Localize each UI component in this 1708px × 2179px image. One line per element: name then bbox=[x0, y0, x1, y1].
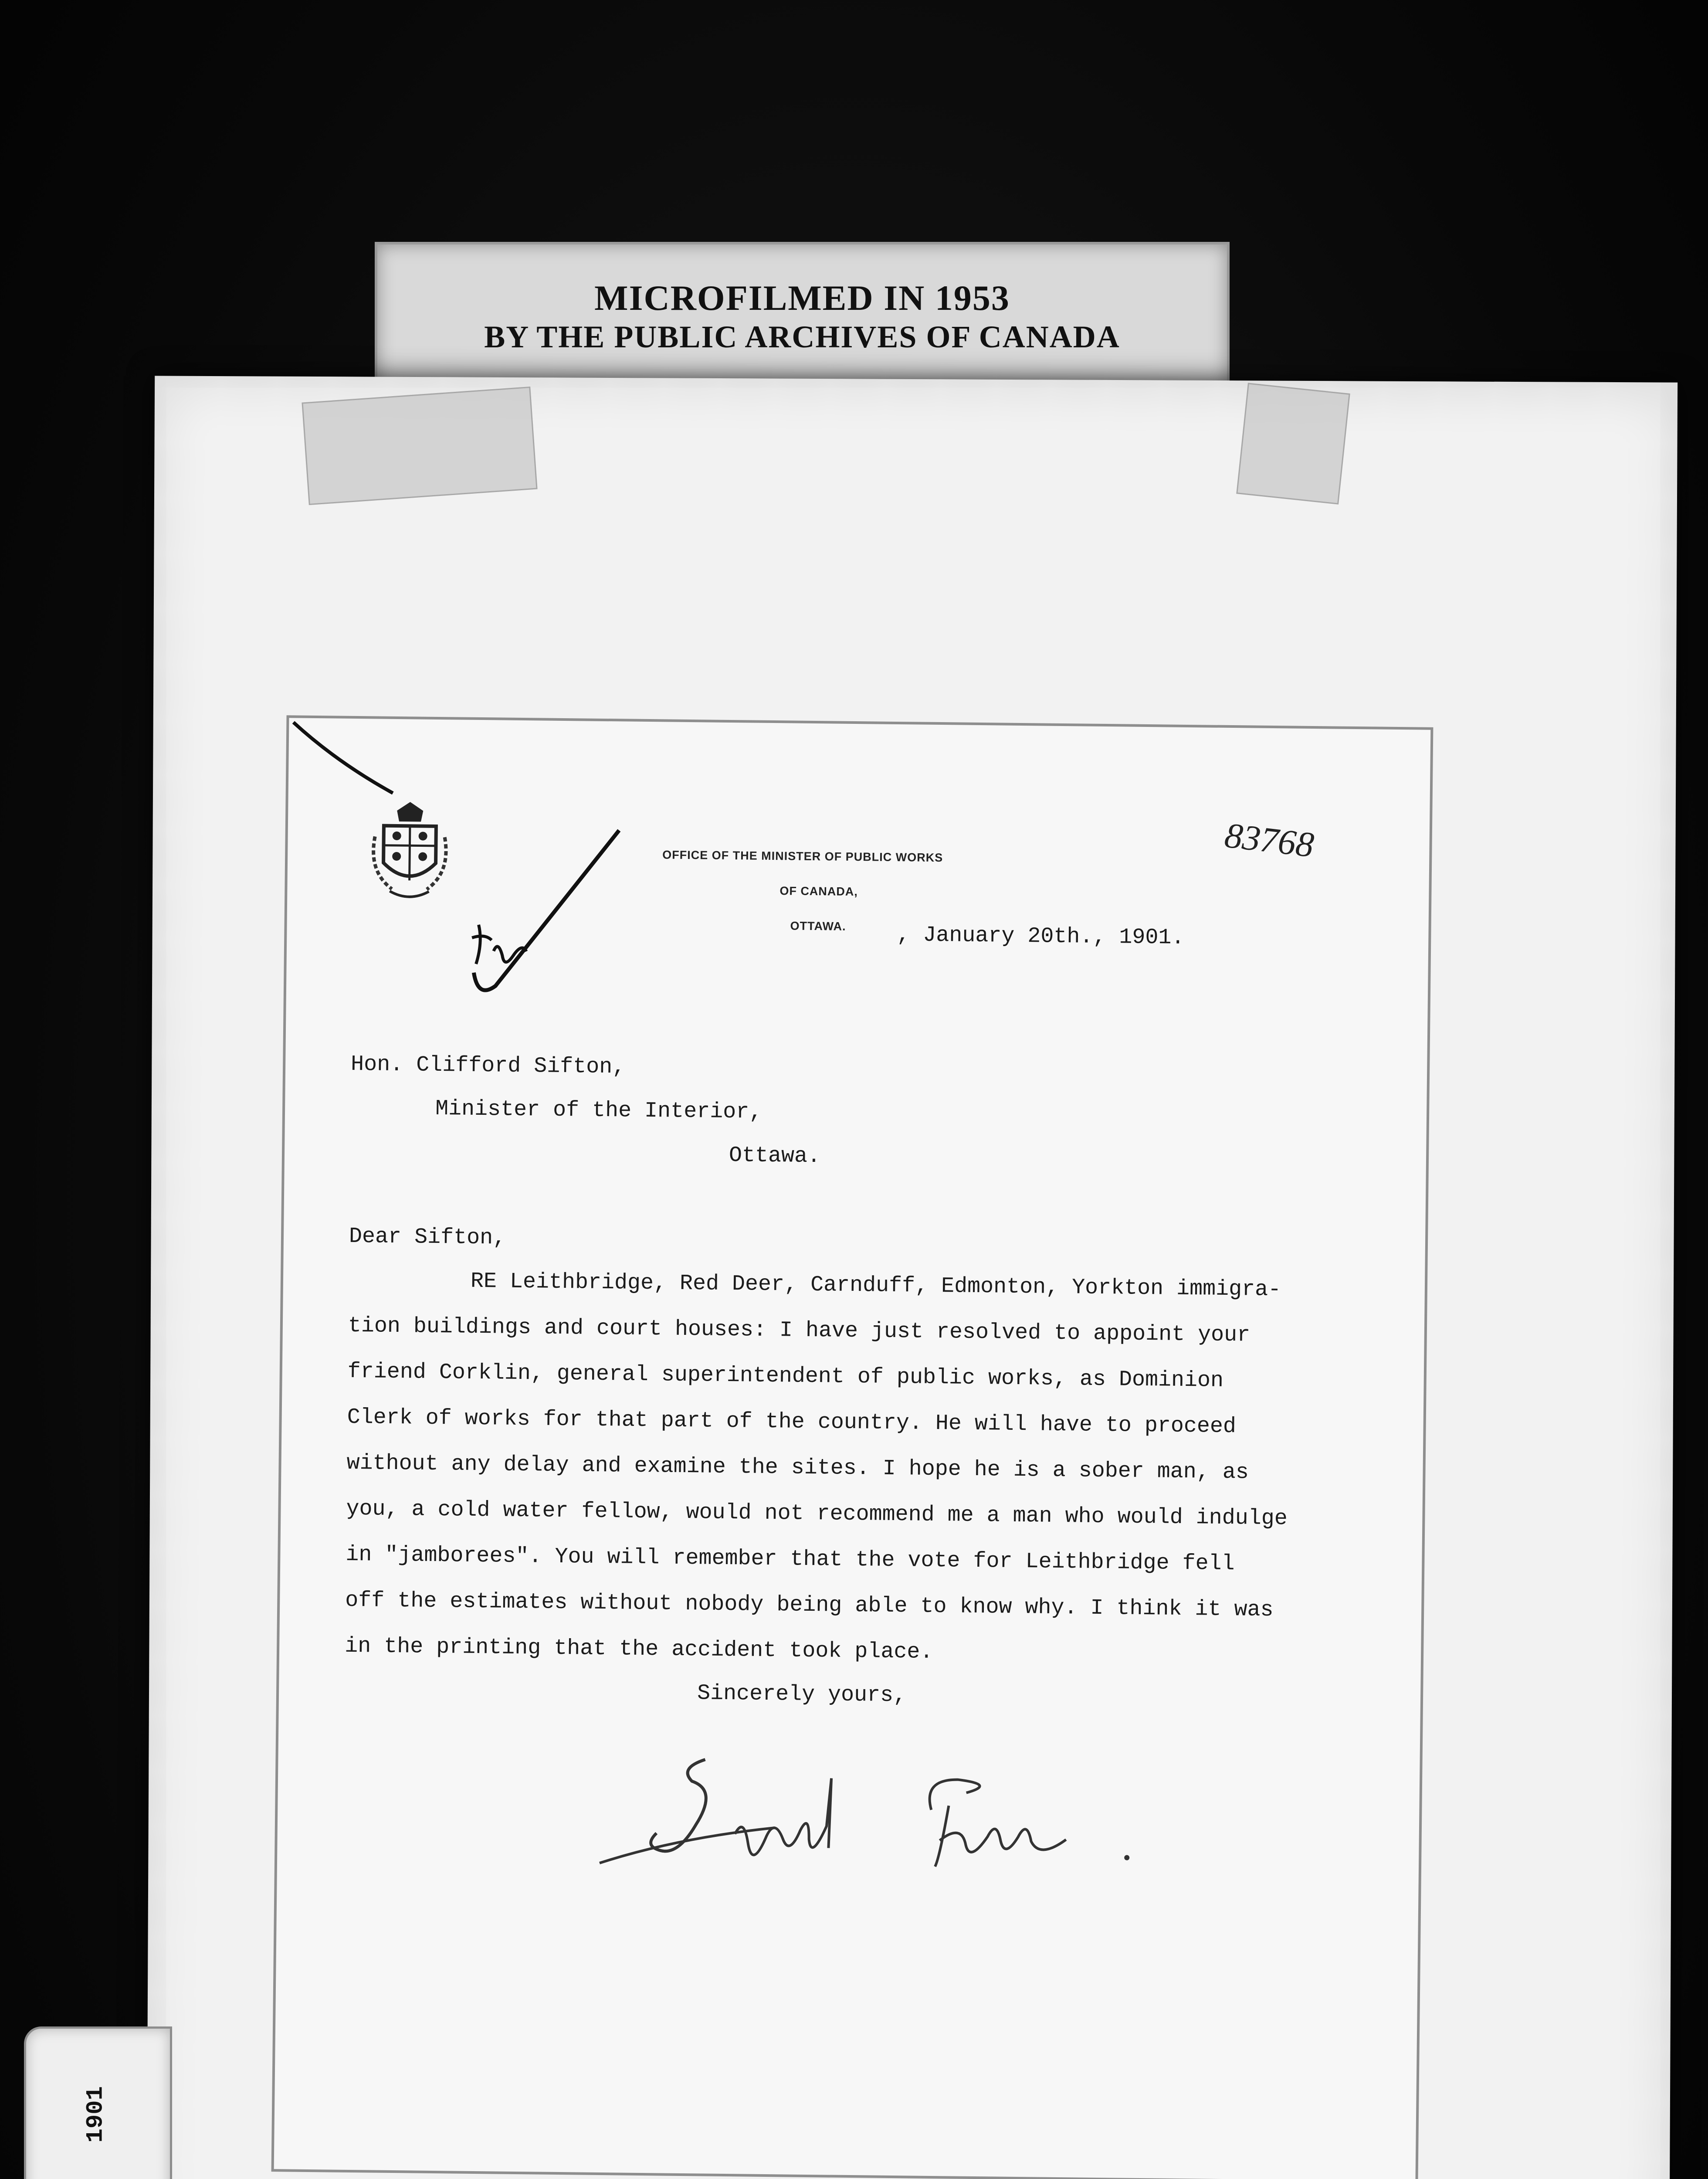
body-line: in the printing that the accident took place. bbox=[344, 1633, 933, 1665]
recipient-city: Ottawa. bbox=[729, 1143, 821, 1169]
body-line: in "jamborees". You will remember that the vote for Leithbridge fell bbox=[346, 1542, 1235, 1577]
archive-label-line1: MICROFILMED IN 1953 bbox=[594, 278, 1010, 318]
body-line: without any delay and examine the sites. I hope he is a sober man, as bbox=[346, 1450, 1249, 1485]
archive-side-tab bbox=[24, 2026, 172, 2179]
recipient-name: Hon. Clifford Sifton, bbox=[350, 1052, 626, 1080]
letterhead-line1: OFFICE OF THE MINISTER OF PUBLIC WORKS bbox=[662, 848, 943, 865]
letterhead bbox=[662, 848, 1054, 933]
signature bbox=[590, 1750, 1167, 1913]
letter-date: , January 20th., 1901. bbox=[897, 923, 1185, 950]
body-line: friend Corklin, general superintendent of public works, as Dominion bbox=[347, 1359, 1224, 1393]
archive-label bbox=[375, 242, 1230, 391]
body-line: RE Leithbridge, Red Deer, Carnduff, Edmonton, Yorkton immigra- bbox=[470, 1269, 1281, 1303]
archive-label-line2: BY THE PUBLIC ARCHIVES OF CANADA bbox=[484, 319, 1120, 354]
tape-strip bbox=[302, 387, 537, 505]
letterhead-line3: OTTAWA. bbox=[790, 919, 846, 933]
body-line: off the estimates without nobody being able to know why. I think it was bbox=[345, 1588, 1274, 1623]
tape-strip bbox=[1236, 383, 1350, 504]
side-tab-year: 1901 bbox=[82, 2086, 109, 2143]
salutation: Dear Sifton, bbox=[349, 1224, 506, 1251]
body-line: you, a cold water fellow, would not recommend me a man who would indulge bbox=[346, 1496, 1288, 1531]
letterhead-line2: OF CANADA, bbox=[779, 884, 858, 899]
handwritten-file-mark bbox=[286, 718, 681, 1027]
document-number: 83768 bbox=[1223, 815, 1316, 865]
canada-crest-icon bbox=[366, 801, 454, 903]
closing: Sincerely yours, bbox=[697, 1681, 907, 1708]
body-line: Clerk of works for that part of the country. He will have to proceed bbox=[347, 1405, 1237, 1439]
recipient-title: Minister of the Interior, bbox=[435, 1096, 762, 1125]
letter-page bbox=[271, 715, 1434, 2179]
body-line: tion buildings and court houses: I have just resolved to appoint your bbox=[348, 1313, 1250, 1348]
